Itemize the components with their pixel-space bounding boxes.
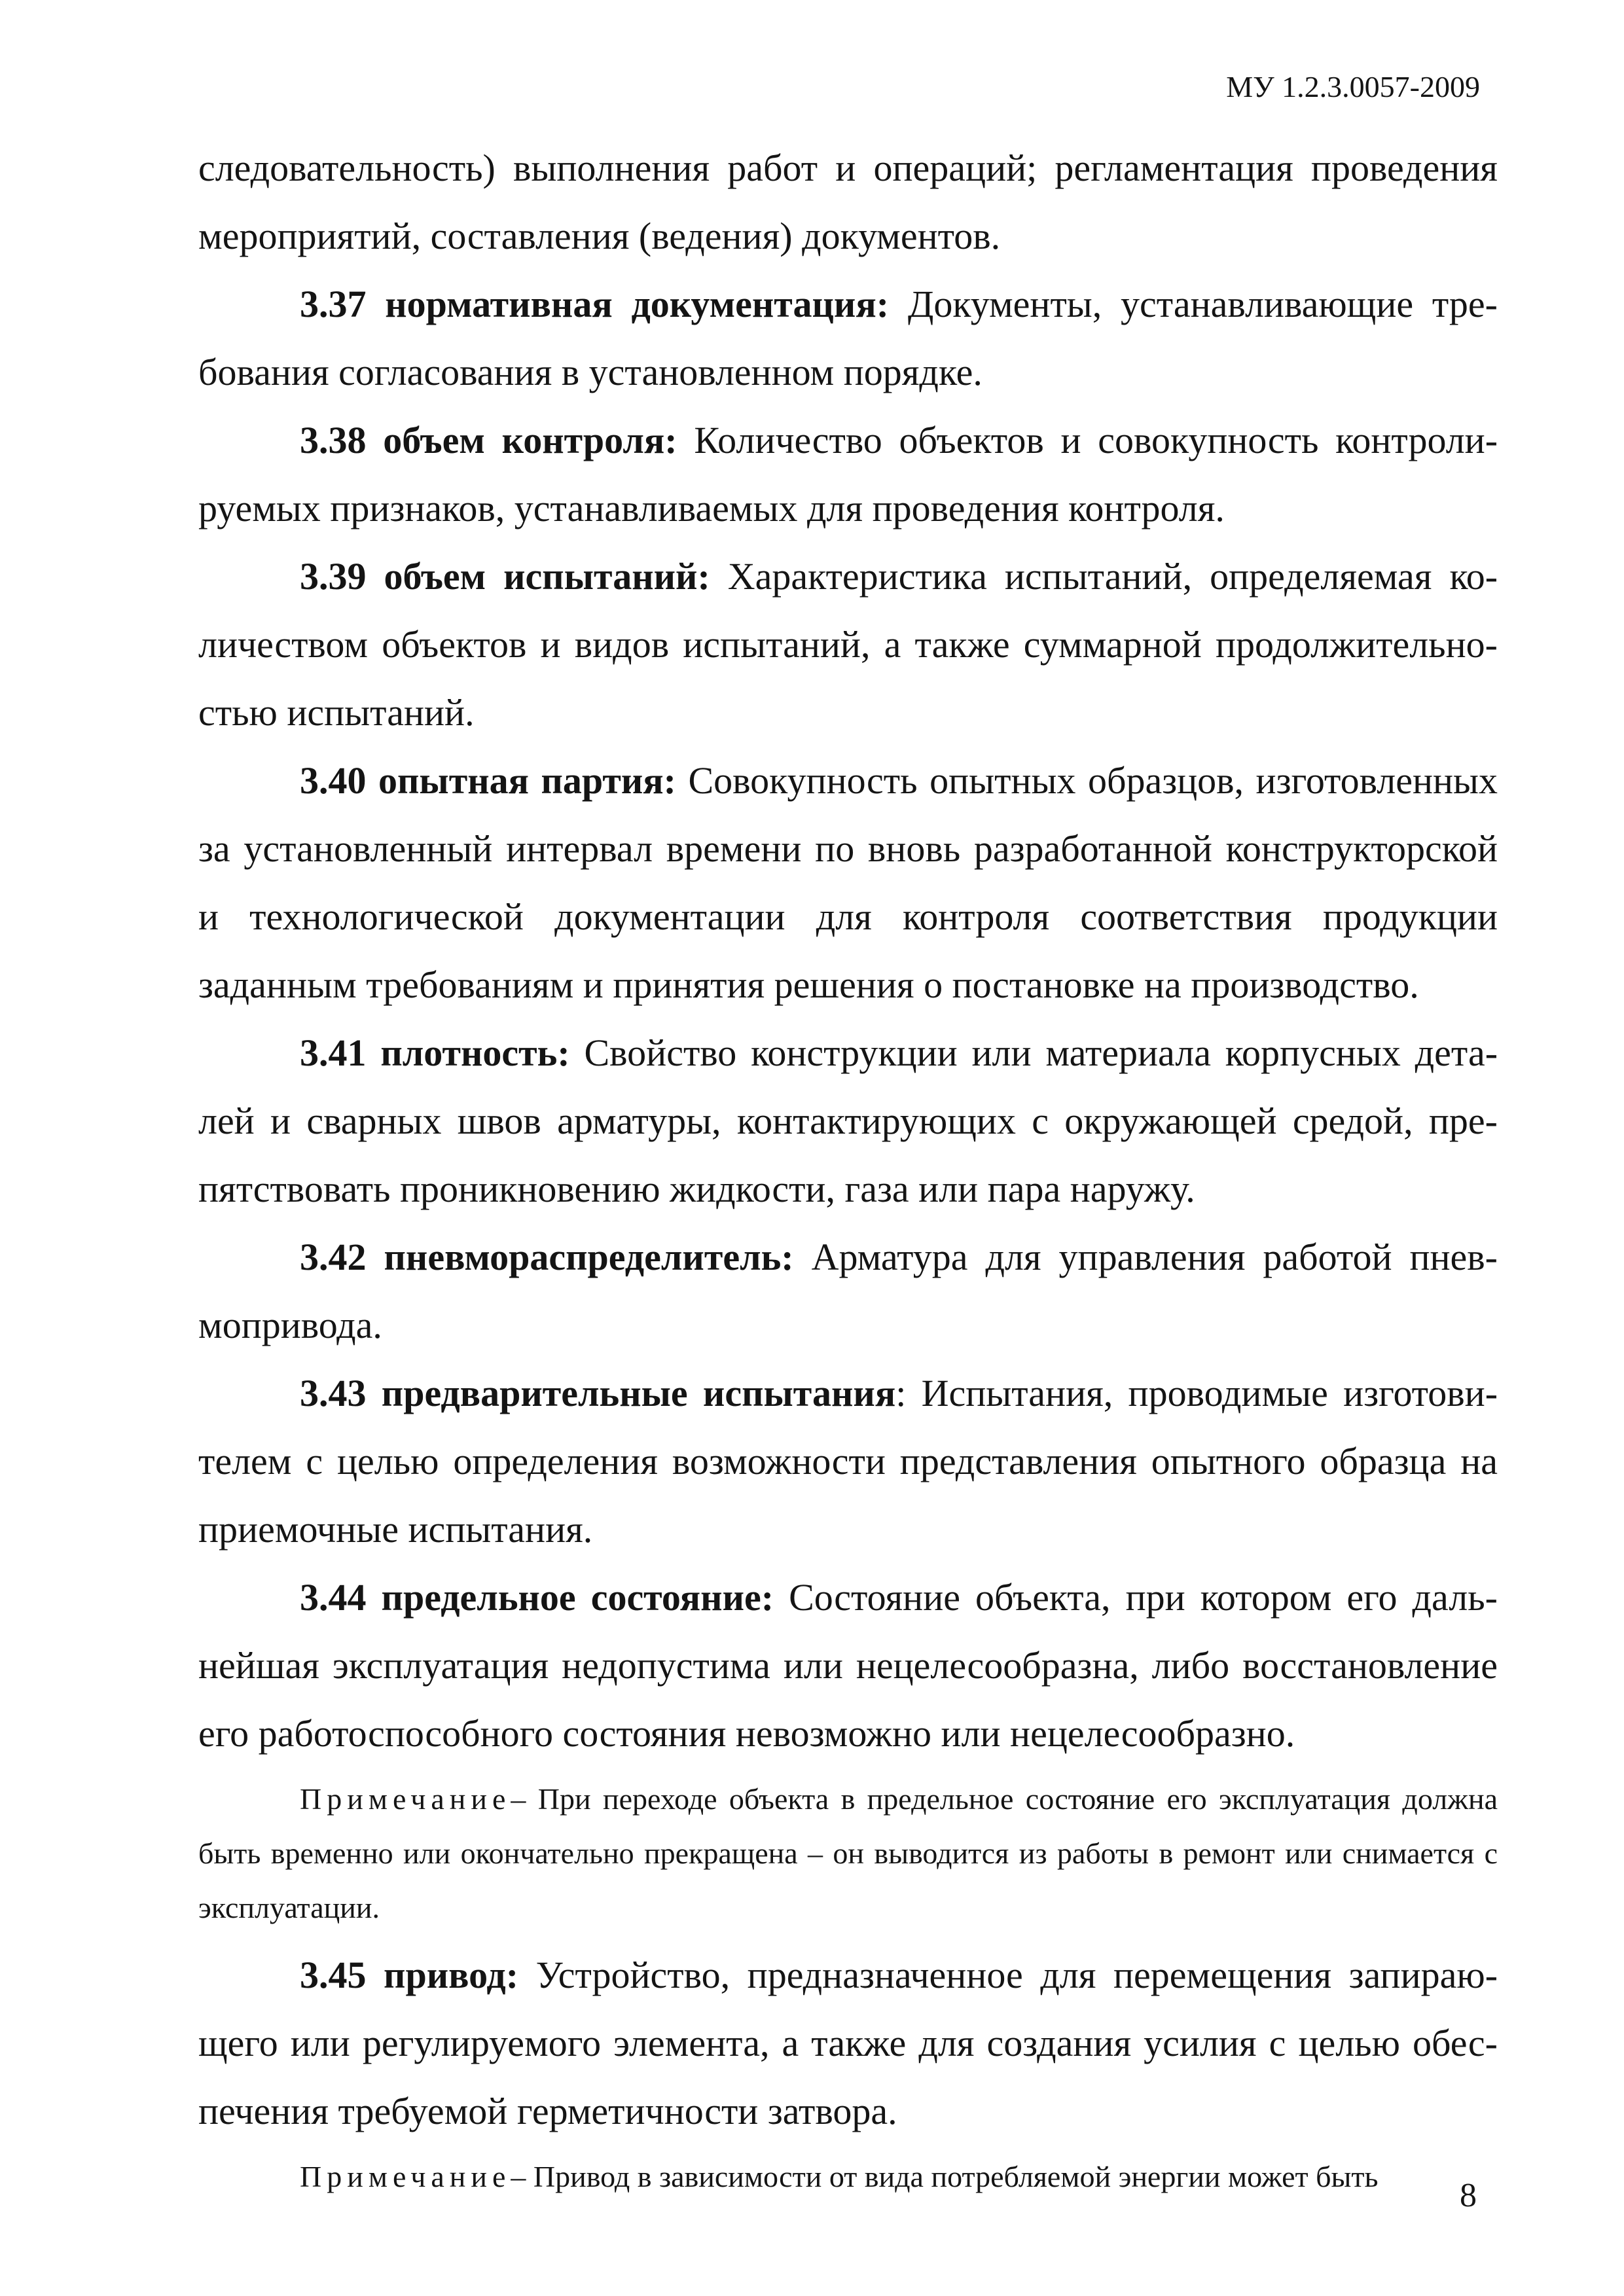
note-text: – Привод в зависимости от вида потребляемой энергии может быть (511, 2160, 1379, 2193)
note-3-45 (198, 2149, 1498, 2204)
definition-text: Свойство конструкции или материала корпусных деталей и сварных швов арматуры, контактирующих с окружающей средой, препятствовать проникновению жидкости, газа или пара наружу. (198, 1031, 1498, 1210)
definition-3-41 (198, 1019, 1498, 1223)
definition-3-45 (198, 1941, 1498, 2145)
definition-3-42 (198, 1223, 1498, 1359)
definition-3-40 (198, 747, 1498, 1019)
definition-3-44 (198, 1564, 1498, 1768)
definition-term: плотность: (380, 1031, 570, 1074)
definition-term: объем контроля: (383, 419, 677, 461)
paragraph-text: следовательность) выполнения работ и операций; регламентация проведения мероприятий, составления (ведения) документов. (198, 147, 1498, 257)
definition-text: Устройство, предназначенное для перемещения запирающего или регулируемого элемента, а также для создания усилия с целью обеспечения требуемой герметичности затвора. (198, 1954, 1498, 2132)
definition-term: предварительные испытания (381, 1372, 896, 1414)
note-label: Примечание (300, 1782, 511, 1816)
definition-text: Документы, устанавливающие требования согласования в установленном порядке. (198, 283, 1498, 393)
definition-term: объем испытаний: (384, 555, 710, 598)
paragraph-continuation (198, 134, 1498, 270)
note-text: – При переходе объекта в предельное состояние его эксплуатация должна быть временно или окончательно прекращена – он выводится из работы в ремонт или снимается с эксплуатации. (198, 1782, 1498, 1924)
definition-term: предельное состояние: (381, 1576, 774, 1619)
definition-number: 3.45 (300, 1954, 367, 1996)
definition-text: Характеристика испытаний, определяемая количеством объектов и видов испытаний, а также суммарной продолжительностью испытаний. (198, 555, 1498, 734)
definition-number: 3.40 (300, 759, 367, 802)
definition-number: 3.41 (300, 1031, 367, 1074)
definition-number: 3.43 (300, 1372, 367, 1414)
definition-3-38 (198, 406, 1498, 543)
definition-number: 3.37 (300, 283, 367, 325)
definition-text: : Испытания, проводимые изготовителем с целью определения возможности представления опытного образца на приемочные испытания. (198, 1372, 1498, 1551)
document-body (198, 134, 1498, 2210)
definition-3-37 (198, 270, 1498, 406)
definition-3-43 (198, 1359, 1498, 1564)
note-label: Примечание (300, 2160, 511, 2193)
definition-number: 3.39 (300, 555, 367, 598)
definition-number: 3.44 (300, 1576, 367, 1619)
definition-number: 3.42 (300, 1236, 367, 1278)
definition-3-39 (198, 543, 1498, 747)
definition-text: Совокупность опытных образцов, изготовленных за установленный интервал времени по вновь разработанной конструкторской и технологической документации для контроля соответствия продукции заданным требованиям и принятия решения о постановке на производство. (198, 759, 1498, 1006)
document-code-header: МУ 1.2.3.0057-2009 (1226, 70, 1480, 103)
definition-text: Арматура для управления работой пневмопривода. (198, 1236, 1498, 1346)
definition-text: Количество объектов и совокупность контролируемых признаков, устанавливаемых для проведения контроля. (198, 419, 1498, 529)
definition-number: 3.38 (300, 419, 367, 461)
page-number: 8 (1460, 2177, 1477, 2214)
definition-text: Состояние объекта, при котором его дальнейшая эксплуатация недопустима или нецелесообразна, либо восстановление его работоспособного состояния невозможно или нецелесообразно. (198, 1576, 1498, 1755)
definition-term: опытная партия: (378, 759, 676, 802)
note-3-44 (198, 1772, 1498, 1935)
definition-term: нормативная документация: (385, 283, 890, 325)
definition-term: привод: (384, 1954, 519, 1996)
definition-term: пневмораспределитель: (384, 1236, 794, 1278)
